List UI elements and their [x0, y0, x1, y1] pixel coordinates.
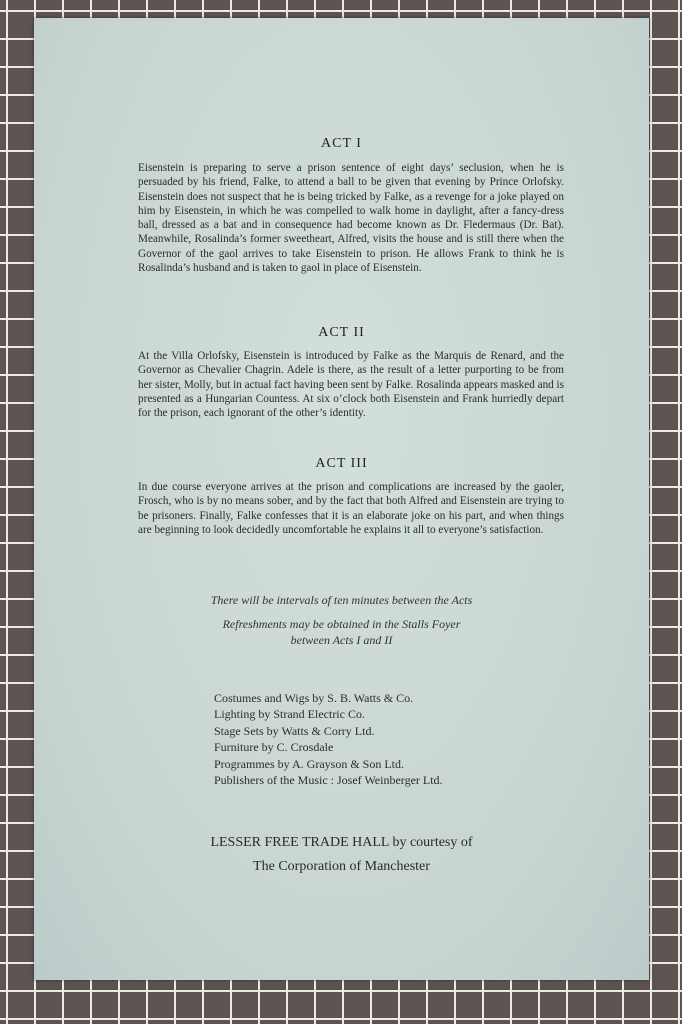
credit-music-publishers: Publishers of the Music : Josef Weinberger Ltd. — [214, 773, 443, 788]
venue-line-1: LESSER FREE TRADE HALL by courtesy of — [210, 835, 473, 850]
credit-stage-sets: Stage Sets by Watts & Corry Ltd. — [214, 723, 375, 738]
act-1-synopsis: Eisenstein is preparing to serve a prison sentence of eight days’ seclusion, when he is persuaded by his friend, Falke, to attend a ball to be given that evening by Prince Orlofsky. Eisenstein does not suspect that he is being tricked by Falke, as a revenge for a joke played on him by Eisenstein, in which he was compelled to walk home in daylight, after a fancy-dress ball, dressed as a bat and in consequence had become known as Dr. Fledermaus (Dr. Bat). Meanwhile, Rosalinda’s former sweetheart, Alfred, visits the house and is still there when the Governor of the gaol arrives to take Eisenstein to prison. He allows Frank to think he is Rosalinda’s husband and is taken to gaol in place of Eisenstein. — [138, 162, 564, 275]
act-2-synopsis: At the Villa Orlofsky, Eisenstein is introduced by Falke as the Marquis de Renard, and the Governor as Chevalier Chagrin. Adele is there, as the result of a letter purporting to be from her sister, Molly, but in actual fact having been sent by Falke. Rosalinda appears masked and is presented as a Hungarian Countess. At six o’clock both Eisenstein and Frank hurriedly depart for the prison, each ignorant of the other’s identity. — [138, 350, 565, 420]
programme-page — [34, 18, 649, 980]
act-1-heading: ACT I — [321, 136, 362, 151]
credit-furniture: Furniture by C. Crosdale — [214, 740, 334, 755]
credit-programmes: Programmes by A. Grayson & Son Ltd. — [214, 756, 404, 771]
act-2-heading: ACT II — [318, 325, 365, 340]
refreshments-note-line-1: Refreshments may be obtained in the Stalls Foyer — [222, 617, 461, 631]
credit-lighting: Lighting by Strand Electric Co. — [214, 707, 365, 722]
venue-line-2: The Corporation of Manchester — [253, 859, 430, 874]
credit-costumes: Costumes and Wigs by S. B. Watts & Co. — [214, 691, 414, 705]
act-3-heading: ACT III — [315, 456, 368, 471]
credits-list — [214, 690, 554, 788]
refreshments-note-line-2: between Acts I and II — [290, 633, 393, 647]
act-3-synopsis: In due course everyone arrives at the prison and complications are increased by the gaoler, Frosch, who is by no means sober, and by the fact that both Alfred and Eisenstein are trying to be prisoners. Finally, Falke confesses that it is an elaborate joke on his part, and when things are beginning to look decidedly uncomfortable he explains it all to everyone’s satisfaction. — [138, 481, 564, 536]
intervals-note: There will be intervals of ten minutes between the Acts — [210, 593, 473, 607]
